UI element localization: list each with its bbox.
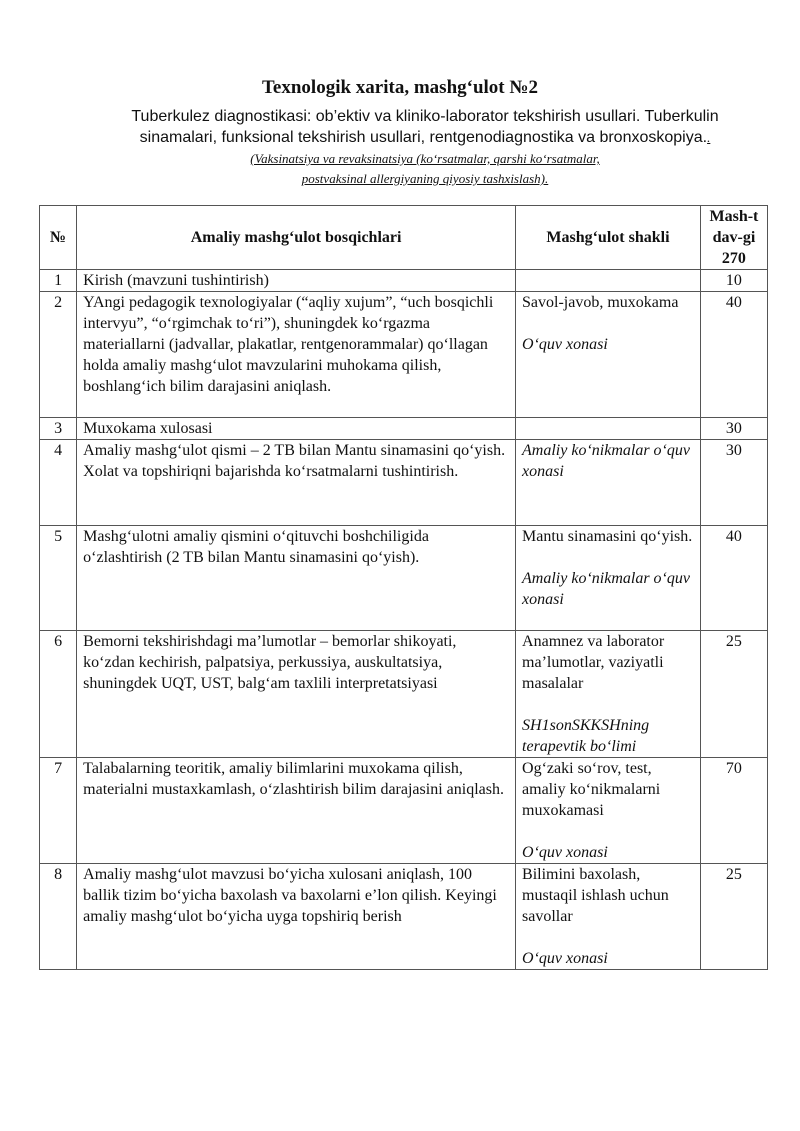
row-number: 2	[40, 292, 77, 418]
row-step: YAngi pedagogik texnologiyalar (“aqliy xujum”, “uch bosqichli intervyu”, “o‘rgimchak to‘ri”), shuningdek ko‘rgazma materiallarni (jadvallar, plakatlar, rentgenorammalar) qo‘llagan holda amaliy mashg‘ulot mavzularini muhokama qilish, boshlang‘ich bilim darajasini aniqlash.	[77, 292, 516, 418]
header-number: №	[40, 206, 77, 270]
row-step: Amaliy mashg‘ulot mavzusi bo‘yicha xulosani aniqlash, 100 ballik tizim bo‘yicha baxolash va baxolarni e’lon qilish. Keyingi amaliy mashg‘ulot bo‘yicha uyga topshiriq berish	[77, 864, 516, 970]
row-step: Bemorni tekshirishdagi ma’lumotlar – bemorlar shikoyati, ko‘zdan kechirish, palpatsiya, perkussiya, auskultatsiya, shuningdek UQT, UST, balg‘am taxlili interpretatsiyasi	[77, 631, 516, 758]
row-step: Mashg‘ulotni amaliy qismini o‘qituvchi boshchiligida o‘zlashtirish (2 TB bilan Mantu sinamasini qo‘yish).	[77, 526, 516, 631]
header-duration	[700, 206, 767, 270]
row-number: 5	[40, 526, 77, 631]
subtitle-separator: .	[707, 130, 711, 145]
row-form-location: Amaliy ko‘nikmalar o‘quv xonasi	[522, 570, 690, 608]
subtitle-main: Tuberkulez diagnostikasi: ob’ektiv va kliniko-laborator tekshirish usullari. Tuberkulin sinamalari, funksional tekshirish usullari, rentgenodiagnostika va bronxoskopiya.	[131, 108, 719, 146]
row-form	[516, 864, 701, 970]
row-form-method: Mantu sinamasini qo‘yish.	[522, 528, 693, 545]
technology-map-table	[39, 205, 768, 970]
subtitle-note-line-2: postvaksinal allergiyaning qiyosiy tashxislash).	[301, 171, 549, 186]
table-header-row	[40, 206, 768, 270]
document-title: Texnologik xarita, mashg‘ulot №2	[262, 77, 538, 98]
table-row	[40, 526, 768, 631]
row-form	[516, 758, 701, 864]
row-number: 3	[40, 418, 77, 440]
table-row	[40, 758, 768, 864]
header-duration-line-3: 270	[721, 250, 746, 267]
row-step: Muxokama xulosasi	[77, 418, 516, 440]
row-number: 8	[40, 864, 77, 970]
table-row	[40, 270, 768, 292]
row-number: 7	[40, 758, 77, 864]
row-form-method: Anamnez va laborator ma’lumotlar, vaziyatli masalalar	[522, 633, 665, 692]
row-step: Kirish (mavzuni tushintirish)	[77, 270, 516, 292]
header-duration-line-2: dav-gi	[712, 229, 756, 246]
row-duration: 30	[700, 418, 767, 440]
row-duration: 25	[700, 864, 767, 970]
table-row	[40, 631, 768, 758]
row-duration: 70	[700, 758, 767, 864]
row-form-location: Amaliy ko‘nikmalar o‘quv xonasi	[522, 442, 690, 480]
row-form-location: O‘quv xonasi	[522, 336, 608, 353]
row-form	[516, 526, 701, 631]
row-number: 4	[40, 440, 77, 526]
row-form-method: Og‘zaki so‘rov, test, amaliy ko‘nikmalarni muxokamasi	[522, 760, 661, 819]
row-form-method: Bilimini baxolash, mustaqil ishlash uchun savollar	[522, 866, 669, 925]
row-form-location: SH1sonSKKSHning terapevtik bo‘limi	[522, 717, 650, 755]
row-duration: 10	[700, 270, 767, 292]
row-duration: 30	[700, 440, 767, 526]
document-subtitle	[120, 106, 730, 188]
row-number: 1	[40, 270, 77, 292]
row-step: Amaliy mashg‘ulot qismi – 2 TB bilan Mantu sinamasini qo‘yish. Xolat va topshiriqni bajarishda ko‘rsatmalarni tushintirish.	[77, 440, 516, 526]
row-duration: 40	[700, 292, 767, 418]
row-form	[516, 292, 701, 418]
row-duration: 40	[700, 526, 767, 631]
row-form-method: Savol-javob, muxokama	[522, 294, 679, 311]
row-form-location: O‘quv xonasi	[522, 950, 608, 967]
header-form: Mashg‘ulot shakli	[516, 206, 701, 270]
row-form	[516, 418, 701, 440]
row-form-location: O‘quv xonasi	[522, 844, 608, 861]
row-form	[516, 440, 701, 526]
header-steps: Amaliy mashg‘ulot bosqichlari	[77, 206, 516, 270]
row-form	[516, 270, 701, 292]
row-form	[516, 631, 701, 758]
table-row	[40, 864, 768, 970]
row-duration: 25	[700, 631, 767, 758]
row-step: Talabalarning teoritik, amaliy bilimlarini muxokama qilish, materialni mustaxkamlash, o‘zlashtirish bilim darajasini aniqlash.	[77, 758, 516, 864]
header-duration-line-1: Mash-t	[709, 208, 759, 225]
table-row	[40, 292, 768, 418]
table-row	[40, 440, 768, 526]
subtitle-note-line-1: (Vaksinatsiya va revaksinatsiya (ko‘rsatmalar, qarshi ko‘rsatmalar,	[250, 151, 600, 166]
row-number: 6	[40, 631, 77, 758]
table-row	[40, 418, 768, 440]
